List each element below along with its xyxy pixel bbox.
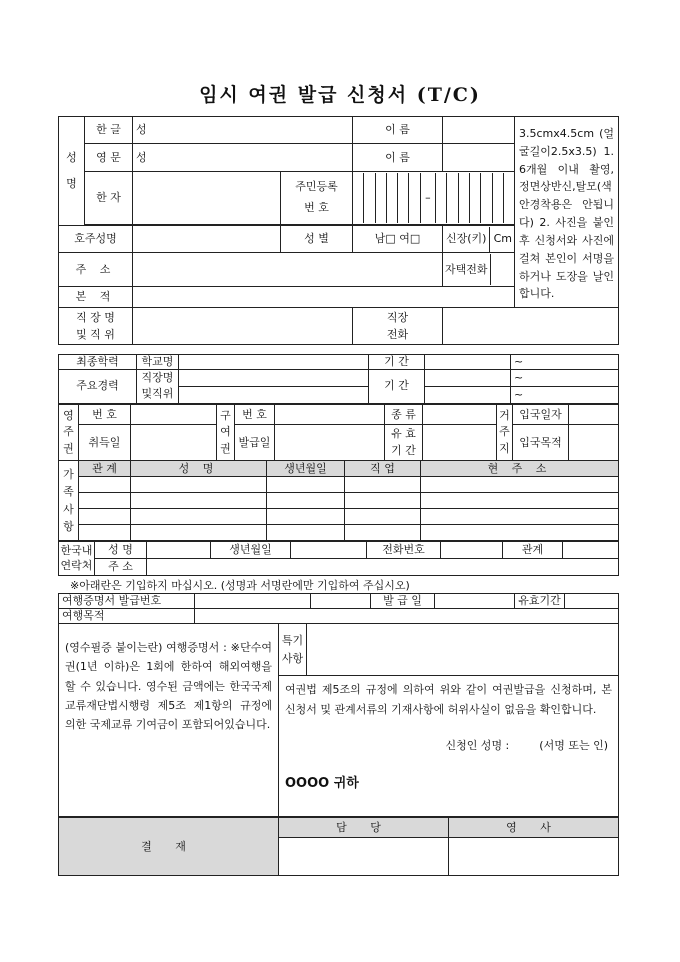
contact-dob-field[interactable] [291,542,367,559]
entry-date-label: 입국일자 [513,405,569,425]
permanent-residency-label: 영주권 [59,405,79,461]
career-field-2[interactable] [179,386,369,403]
pr-number-field[interactable] [131,405,217,425]
address-field[interactable] [133,253,443,287]
table-row[interactable] [59,477,619,493]
contact-phone-field[interactable] [441,542,503,559]
purpose-label: 여행목적 [59,609,195,624]
entry-purpose-label: 입국목적 [513,425,569,461]
career-period-start-2[interactable] [425,386,511,403]
contact-relation-field[interactable] [563,542,619,559]
sign-label: (서명 또는 인) [539,738,608,752]
domicile-field[interactable] [133,287,515,308]
english-given-name-field[interactable] [443,144,515,171]
issue-date-label: 발급일 [235,425,275,461]
rrn-digit-boxes[interactable] [353,171,515,225]
company-label: 직장명 및직위 [137,369,179,403]
edu-period-end[interactable]: ~ [511,355,619,370]
surname-label: 성 [136,123,147,137]
name-group-label: 성명 [59,117,85,226]
entry-date-field[interactable] [569,405,619,425]
declaration-text: 여권법 제5조의 규정에 의하여 위와 같이 여권발급을 신청하며, 본 신청서 및 관계서류의 기재사항에 허위사실이 없음을 확인합니다. [285,683,612,716]
career-field-1[interactable] [179,369,369,386]
contact-relation-label: 관계 [503,542,563,559]
contact-name-label: 성 명 [95,542,147,559]
charge-label: 담 당 [279,818,449,838]
workplace-label: 직 장 명 및 직 위 [59,308,133,345]
work-phone-label: 직장 전화 [353,308,443,345]
korean-surname-field[interactable] [133,117,353,144]
korean-label: 한 글 [85,117,133,144]
korean-given-name-label: 이 름 [353,117,443,144]
acquired-label: 취득일 [79,425,131,461]
english-surname-field[interactable] [133,144,353,171]
education-career-section [58,354,619,404]
remarks-field[interactable] [307,624,619,676]
contact-phone-label: 전화번호 [367,542,441,559]
type-field[interactable] [423,405,497,425]
household-head-field[interactable] [133,226,281,253]
career-period-label: 기 간 [369,369,425,403]
edu-period-label: 기 간 [369,355,425,370]
household-head-label: 호주성명 [59,226,133,253]
residency-section [58,404,619,461]
pr-number-label: 번 호 [79,405,131,425]
height-unit: Cm [493,232,513,246]
contact-address-field[interactable] [147,559,619,576]
contact-section [58,541,619,576]
office-validity-field[interactable] [565,594,619,609]
career-period-end-1[interactable]: ~ [511,369,619,386]
family-label: 가족사항 [59,461,79,541]
approval-section [58,817,619,876]
office-validity-label: 유효기간 [515,594,565,609]
rrn-dash: – [420,173,435,223]
declaration-box [279,676,619,817]
address-header: 현 주 소 [421,461,619,477]
table-row[interactable] [59,509,619,525]
hanja-label: 한 자 [85,171,133,225]
consul-sign-field[interactable] [449,838,619,876]
office-issue-date-label: 발 급 일 [371,594,435,609]
family-section [58,460,619,541]
career-label: 주요경력 [59,369,137,403]
purpose-field[interactable] [195,609,619,624]
height-field[interactable] [443,226,515,253]
remarks-label: 특기사항 [279,624,307,676]
address-label: 주 소 [59,253,133,287]
stay-label: 거주지 [497,405,513,461]
addressee: OOOO 귀하 [285,775,359,791]
height-label: 신장(키) [443,227,490,252]
office-issue-date-field[interactable] [435,594,515,609]
approval-label: 결 재 [59,818,279,876]
declaration-section [58,623,619,817]
contact-name-field[interactable] [147,542,211,559]
english-label: 영 문 [85,144,133,171]
dob-header: 생년월일 [267,461,345,477]
contact-address-label: 주 소 [95,559,147,576]
contact-dob-label: 생년월일 [211,542,291,559]
school-field[interactable] [179,355,369,370]
old-number-field[interactable] [275,405,385,425]
workplace-field[interactable] [133,308,353,345]
name-header: 성 명 [131,461,267,477]
work-phone-field[interactable] [443,308,619,345]
edu-period-start[interactable] [425,355,511,370]
consul-label: 영 사 [449,818,619,838]
gender-label: 성 별 [281,226,353,253]
home-phone-field[interactable] [443,253,515,287]
hanja-name-field[interactable] [133,171,281,225]
acquired-field[interactable] [131,425,217,461]
entry-purpose-field[interactable] [569,425,619,461]
surname-label: 성 [136,150,147,164]
korean-given-name-field[interactable] [443,117,515,144]
office-notice: ※아래란은 기입하지 마십시오. (성명과 서명란에만 기입하여 주십시오) [70,579,410,592]
home-phone-label: 자택전화 [443,254,491,285]
job-header: 직 업 [345,461,421,477]
education-label: 최종학력 [59,355,137,370]
cert-number-field[interactable] [195,594,311,609]
contact-label: 한국내 연락처 [59,542,95,576]
charge-sign-field[interactable] [279,838,449,876]
application-form-upper [58,116,619,345]
career-period-start-1[interactable] [425,369,511,386]
type-label: 종 류 [385,405,423,425]
validity-field[interactable] [423,425,497,461]
cert-number-label: 여행증명서 발급번호 [59,594,195,609]
receipt-area: (영수필증 붙이는란) 여행증명서 : ※단수여권(1년 이하)은 1회에 한하여 해외여행을 할 수 있습니다. 영수된 금액에는 한국국제교류재단법시행령 제5조 제1항의 규정에 의한 국제교류 기여금이 포함되어있습니다. [59,624,279,817]
page-title: 임시 여권 발급 신청서 (T/C) [199,84,481,106]
old-passport-label: 구여권 [217,405,235,461]
gender-options[interactable]: 남□ 여□ [353,226,443,253]
career-period-end-2[interactable]: ~ [511,386,619,403]
english-given-name-label: 이 름 [353,144,443,171]
table-row[interactable] [59,525,619,541]
domicile-label: 본 적 [59,287,133,308]
validity-label: 유 효 기 간 [385,425,423,461]
rrn-label: 주민등록 번 호 [281,171,353,225]
table-row[interactable] [59,493,619,509]
issue-date-field[interactable] [275,425,385,461]
relation-header: 관 계 [79,461,131,477]
old-number-label: 번 호 [235,405,275,425]
school-label: 학교명 [137,355,179,370]
applicant-label: 신청인 성명 : [445,738,510,752]
photo-instructions: 3.5cmx4.5cm (얼굴길이2.5x3.5) 1. 6개월 이내 촬영, 정면상반신,탈모(색안경착용은 안됩니다) 2. 사진을 붙인후 신청서와 사진에 걸쳐 본인이 서명을 하거나 도장을 날인합니다. [515,117,619,308]
office-use-section [58,593,619,624]
